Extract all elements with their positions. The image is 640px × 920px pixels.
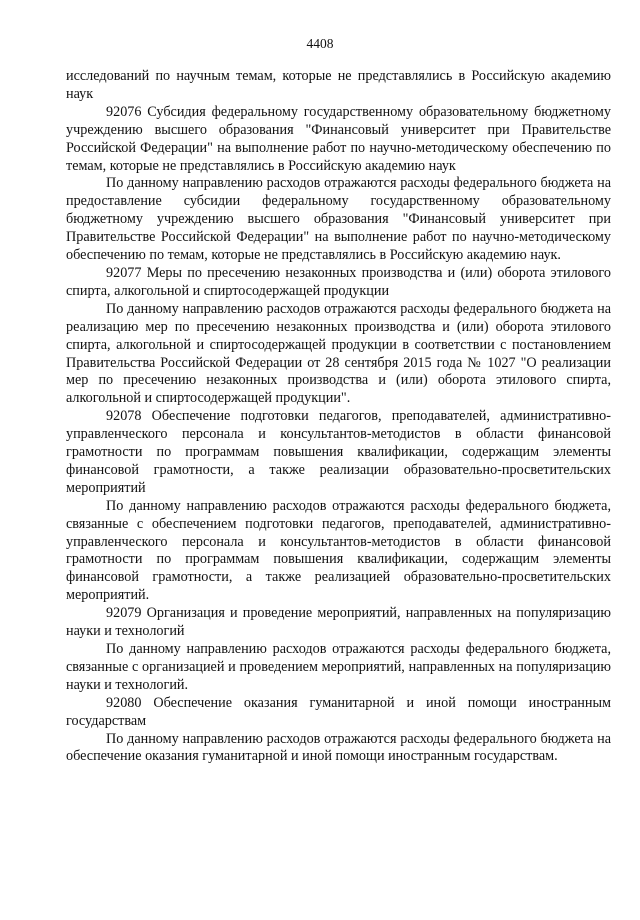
- section-92080-description: По данному направлению расходов отражаются расходы федерального бюджета на обеспечение оказания гуманитарной и иной помощи иностранным государствам.: [66, 730, 611, 765]
- paragraph-continuation: исследований по научным темам, которые не представлялись в Российскую академию наук: [66, 68, 611, 102]
- section-92079-description: По данному направлению расходов отражаются расходы федерального бюджета, связанные с организацией и проведением мероприятий, направленных на популяризацию науки и технологий.: [66, 641, 611, 693]
- section-92076-description: По данному направлению расходов отражаются расходы федерального бюджета на предоставление субсидии федеральному государственному образовательному бюджетному учреждению высшего образования "Финансовый университет при Правительстве Российской Федерации" на выполнение работ по научно-методическому обеспечению по темам, которые не представлялись в Российскую академию наук.: [66, 175, 611, 264]
- section-92080-heading: 92080 Обеспечение оказания гуманитарной и иной помощи иностранным государствам: [66, 694, 611, 729]
- section-92077-heading: 92077 Меры по пресечению незаконных производства и (или) оборота этилового спирта, алкогольной и спиртосодержащей продукции: [66, 264, 611, 299]
- section-92077-description: По данному направлению расходов отражаются расходы федерального бюджета на реализацию мер по пресечению незаконных производства и (или) оборота этилового спирта, алкогольной и спиртосодержащей продукции в соответствии с постановлением Правительства Российской Федерации от 28 сентября 2015 года № 1027 "О реализации мер по пресечению незаконных производства и (или) оборота этилового спирта, алкогольной и спиртосодержащей продукции".: [66, 300, 611, 407]
- page-number: 4408: [306, 36, 334, 51]
- section-92076-heading: 92076 Субсидия федеральному государственному образовательному бюджетному учреждению высшего образования "Финансовый университет при Правительстве Российской Федерации" на выполнение работ по научно-методическому обеспечению по темам, которые не представлялись в Российскую академию наук: [66, 103, 611, 174]
- section-92078-description: По данному направлению расходов отражаются расходы федерального бюджета, связанные с обеспечением подготовки педагогов, преподавателей, административно-управленческого персонала и консультантов-методистов в области финансовой грамотности по программам повышения квалификации, содержащим элементы финансовой грамотности, а также реализацией образовательно-просветительских мероприятий.: [66, 497, 611, 604]
- section-92078-heading: 92078 Обеспечение подготовки педагогов, преподавателей, административно-управленческого персонала и консультантов-методистов в области финансовой грамотности по программам повышения квалификации, содержащим элементы финансовой грамотности, а также реализации образовательно-просветительских мероприятий: [66, 408, 611, 496]
- section-92079-heading: 92079 Организация и проведение мероприятий, направленных на популяризацию науки и технологий: [66, 605, 611, 640]
- document-body: [66, 68, 611, 766]
